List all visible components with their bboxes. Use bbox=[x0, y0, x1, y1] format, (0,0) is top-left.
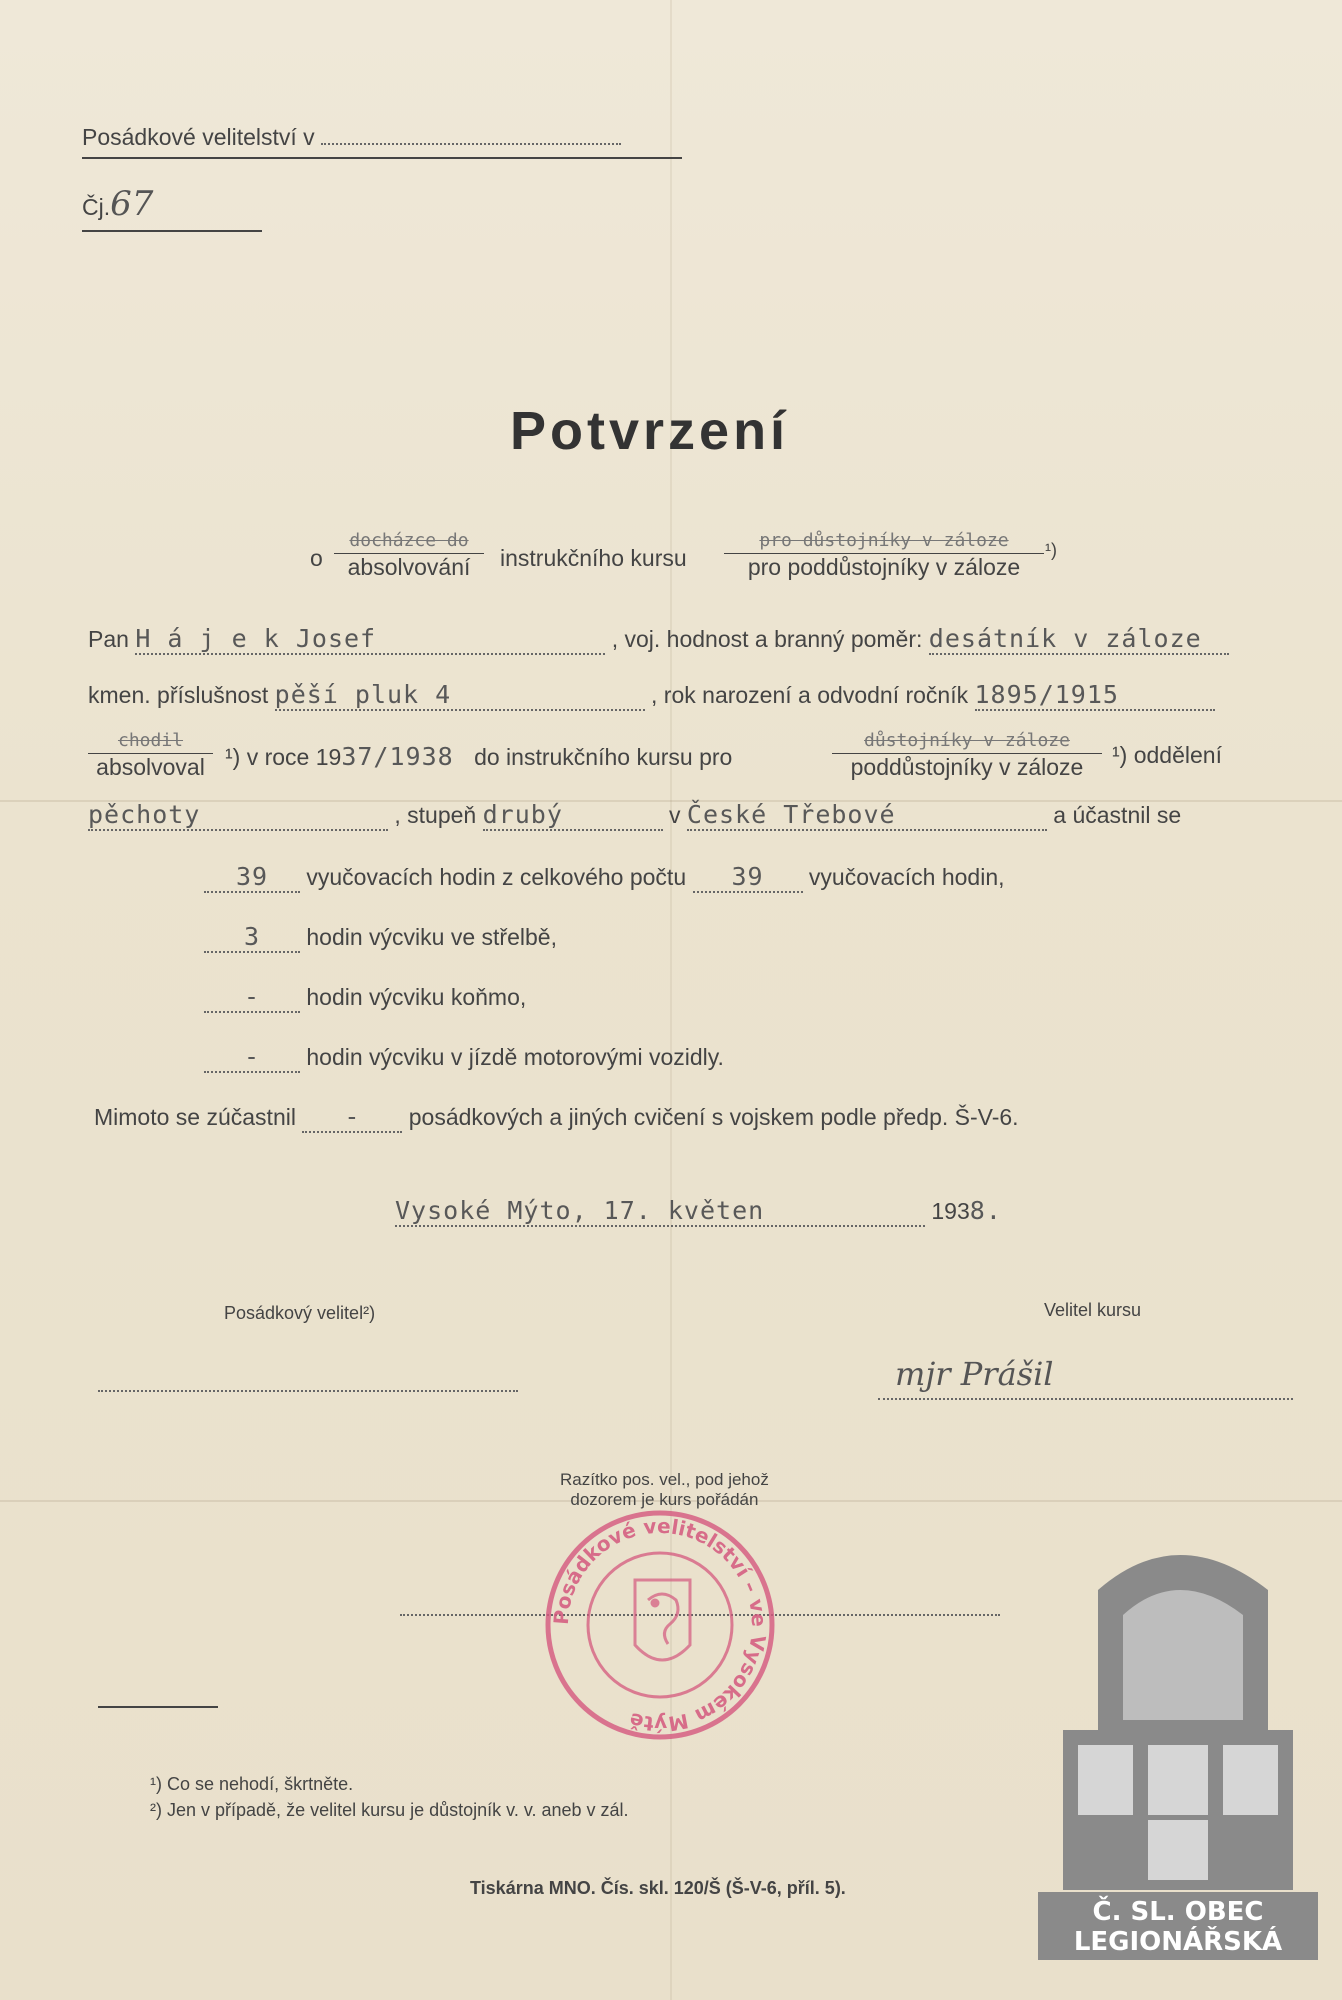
horse-text: hodin výcviku koňmo, bbox=[306, 984, 527, 1010]
attend-label: a účastnil se bbox=[1053, 802, 1182, 828]
unit-value: pěší pluk 4 bbox=[275, 680, 645, 711]
place-date: Vysoké Mýto, 17. květen bbox=[395, 1196, 925, 1227]
line-branch bbox=[88, 800, 1181, 831]
extra-label: Mimoto se zúčastnil bbox=[94, 1104, 296, 1130]
lion-emblem-icon bbox=[635, 1580, 690, 1660]
hours-total: 39 bbox=[693, 862, 803, 893]
course-label: do instrukčního kursu pro bbox=[474, 744, 733, 770]
line-pan bbox=[88, 624, 1229, 655]
pan-label: Pan bbox=[88, 626, 129, 652]
hours-text2: vyučovacích hodin, bbox=[808, 864, 1005, 890]
line-shoot bbox=[204, 922, 557, 953]
struck-option: docházce do bbox=[334, 530, 484, 554]
motor-text: hodin výcviku v jízdě motorovými vozidly. bbox=[306, 1044, 724, 1070]
subtitle-option-2 bbox=[724, 530, 1044, 581]
line-horse bbox=[204, 982, 526, 1013]
footnote-1: ¹) Co se nehodí, škrtněte. bbox=[150, 1774, 354, 1794]
garrison-signature-line bbox=[98, 1390, 518, 1392]
year-prefix: 193 bbox=[931, 1198, 970, 1224]
logo-line-2: LEGIONÁŘSKÁ bbox=[1073, 1927, 1283, 1957]
garrison-label: Posádkové velitelství v bbox=[82, 124, 315, 150]
level-label: , stupeň bbox=[394, 802, 477, 828]
birth-value: 1895/1915 bbox=[975, 680, 1215, 711]
branch-value: pěchoty bbox=[88, 800, 388, 831]
subtitle-course: instrukčního kursu bbox=[500, 545, 687, 571]
ref-value: 67 bbox=[110, 184, 154, 224]
line-year bbox=[225, 742, 732, 771]
birth-label: , rok narození a odvodní ročník bbox=[651, 682, 969, 708]
kept-option: absolvoval bbox=[96, 754, 205, 780]
place-value: České Třebové bbox=[687, 800, 1047, 831]
logo-line-1: Č. SL. OBEC bbox=[1092, 1897, 1264, 1927]
dept-label: ¹) oddělení bbox=[1112, 742, 1222, 768]
ref-line bbox=[82, 184, 262, 232]
name-value: H á j e k Josef bbox=[135, 624, 605, 655]
printer-line: Tiskárna MNO. Čís. skl. 120/Š (Š-V-6, příl. 5). bbox=[470, 1878, 846, 1898]
line-hours bbox=[204, 862, 1005, 893]
extra-value: - bbox=[302, 1102, 402, 1133]
kept-option: poddůstojníky v záloze bbox=[850, 754, 1084, 780]
rank-value: desátník v záloze bbox=[929, 624, 1229, 655]
line-unit bbox=[88, 680, 1215, 711]
subtitle-o: o bbox=[310, 545, 323, 571]
garrison-line bbox=[82, 124, 682, 159]
ref-label: Čj. bbox=[82, 194, 111, 220]
year-label: ¹) v roce 19 bbox=[225, 744, 342, 770]
line-extra bbox=[94, 1102, 1019, 1133]
subtitle-option-1 bbox=[334, 530, 484, 581]
course-signature-line bbox=[878, 1398, 1293, 1400]
unit-label: kmen. příslušnost bbox=[88, 682, 269, 708]
motor-value: - bbox=[204, 1042, 300, 1073]
stamp-ring-text: Posádkové velitelství – ve Vysokém Mýtě bbox=[548, 1513, 772, 1737]
type-option bbox=[832, 730, 1102, 781]
line-motor bbox=[204, 1042, 724, 1073]
stamp-label bbox=[560, 1470, 769, 1510]
garrison-commander-label: Posádkový velitel²) bbox=[224, 1303, 376, 1323]
year-value: 37/1938 bbox=[341, 742, 454, 771]
legion-logo bbox=[1038, 1520, 1318, 1960]
garrison-stamp bbox=[540, 1505, 780, 1745]
footnote-ref: ¹) bbox=[1045, 540, 1057, 560]
footnote-rule bbox=[98, 1706, 218, 1708]
place-prefix: v bbox=[669, 802, 681, 828]
garrison-dots bbox=[321, 143, 621, 145]
struck-option: důstojníky v záloze bbox=[832, 730, 1102, 754]
extra-text: posádkových a jiných cvičení s vojskem podle předp. Š-V-6. bbox=[408, 1104, 1019, 1130]
course-commander-label: Velitel kursu bbox=[1044, 1300, 1142, 1320]
page-title: Potvrzení bbox=[510, 401, 790, 461]
hours-text: vyučovacích hodin z celkového počtu bbox=[306, 864, 687, 890]
kept-option: pro poddůstojníky v záloze bbox=[747, 554, 1021, 580]
year-digit: 8. bbox=[969, 1196, 1002, 1225]
shoot-value: 3 bbox=[204, 922, 300, 953]
date-line bbox=[395, 1196, 1002, 1227]
stamp-label-line2: dozorem je kurs pořádán bbox=[570, 1490, 759, 1509]
shoot-text: hodin výcviku ve střelbě, bbox=[306, 924, 557, 950]
hours-done: 39 bbox=[204, 862, 300, 893]
rank-label: , voj. hodnost a branný poměr: bbox=[611, 626, 923, 652]
footnote-2: ²) Jen v případě, že velitel kursu je důstojník v. v. aneb v zál. bbox=[150, 1800, 629, 1820]
kept-option: absolvování bbox=[347, 554, 471, 580]
struck-option: chodil bbox=[88, 730, 213, 754]
handwritten-signature: mjr Prášil bbox=[895, 1355, 1054, 1393]
status-option bbox=[88, 730, 213, 781]
horse-value: - bbox=[204, 982, 300, 1013]
stamp-label-line1: Razítko pos. vel., pod jehož bbox=[560, 1470, 769, 1489]
level-value: drubý bbox=[483, 800, 663, 831]
struck-option: pro důstojníky v záloze bbox=[724, 530, 1044, 554]
